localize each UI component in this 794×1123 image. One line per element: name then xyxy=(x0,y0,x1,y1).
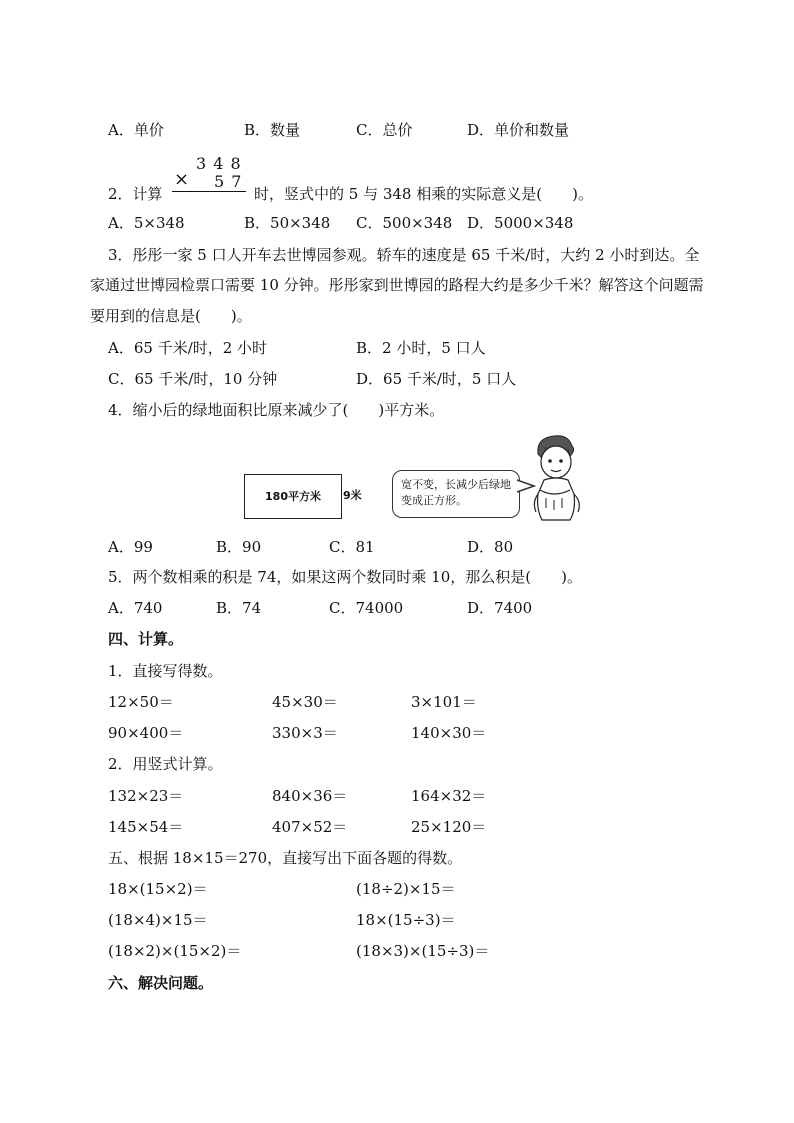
q2-option-d: D．5000×348 xyxy=(467,214,574,232)
direct-calc-item: 3×101＝ xyxy=(411,693,477,711)
q5-option-d: D．7400 xyxy=(467,599,533,617)
q2-option-c: C．500×348 xyxy=(356,214,453,232)
q4-green-area-rect xyxy=(244,474,342,519)
vertical-calc-item: 145×54＝ xyxy=(108,818,184,836)
section5-item: (18÷2)×15＝ xyxy=(356,880,456,898)
q5-stem: 5．两个数相乘的积是 74，如果这两个数同时乘 10，那么积是( )。 xyxy=(108,568,582,586)
q2-bottom-digits: 5 7 xyxy=(214,172,243,191)
q1-option-a: A．单价 xyxy=(108,121,164,139)
section5-title: 五、根据 18×15＝270，直接写出下面各题的得数。 xyxy=(108,849,463,867)
section4-sub2: 2．用竖式计算。 xyxy=(108,755,223,773)
boy-illustration-icon xyxy=(524,432,588,522)
q2-vertical-line xyxy=(172,191,246,192)
q2-top-digits: 3 4 8 xyxy=(196,154,242,173)
q3-line-3: 要用到的信息是( )。 xyxy=(90,307,252,325)
vertical-calc-item: 132×23＝ xyxy=(108,787,184,805)
q2-suffix: 时，竖式中的 5 与 348 相乘的实际意义是( )。 xyxy=(254,185,593,203)
q2-prefix: 2．计算 xyxy=(108,185,163,203)
section4-sub1: 1．直接写得数。 xyxy=(108,662,223,680)
q4-option-a: A．99 xyxy=(108,538,153,556)
section4-title: 四、计算。 xyxy=(108,630,184,648)
q1-option-b: B．数量 xyxy=(244,121,301,139)
section5-item: 18×(15÷3)＝ xyxy=(356,911,456,929)
q1-option-d: D．单价和数量 xyxy=(467,121,570,139)
q4-option-d: D．80 xyxy=(467,538,514,556)
q4-stem: 4．缩小后的绿地面积比原来减少了( )平方米。 xyxy=(108,401,445,419)
direct-calc-item: 330×3＝ xyxy=(272,724,338,742)
section5-item: 18×(15×2)＝ xyxy=(108,880,208,898)
vertical-calc-item: 407×52＝ xyxy=(272,818,348,836)
q2-times-sign: × xyxy=(174,169,190,190)
vertical-calc-item: 164×32＝ xyxy=(411,787,487,805)
q4-speech-bubble xyxy=(392,470,520,518)
q4-option-c: C．81 xyxy=(329,538,375,556)
q5-option-b: B．74 xyxy=(216,599,262,617)
q3-line-2: 家通过世博园检票口需要 10 分钟。彤彤家到世博园的路程大约是多少千米？解答这个问题需 xyxy=(90,276,704,294)
q3-option-a: A．65 千米/时，2 小时 xyxy=(108,339,268,357)
direct-calc-item: 90×400＝ xyxy=(108,724,184,742)
q2-option-a: A．5×348 xyxy=(108,214,185,232)
direct-calc-item: 12×50＝ xyxy=(108,693,174,711)
q3-line-1: 3．彤彤一家 5 口人开车去世博园参观。轿车的速度是 65 千米/时，大约 2 小时到达。全 xyxy=(108,246,700,264)
vertical-calc-item: 25×120＝ xyxy=(411,818,487,836)
q4-option-b: B．90 xyxy=(216,538,262,556)
q3-option-b: B．2 小时，5 口人 xyxy=(356,339,486,357)
direct-calc-item: 140×30＝ xyxy=(411,724,487,742)
section5-item: (18×4)×15＝ xyxy=(108,911,208,929)
q4-side-label: 9米 xyxy=(343,489,362,502)
section5-item: (18×2)×(15×2)＝ xyxy=(108,942,242,960)
q1-option-c: C．总价 xyxy=(356,121,413,139)
q2-option-b: B．50×348 xyxy=(244,214,331,232)
q3-option-c: C．65 千米/时，10 分钟 xyxy=(108,370,278,388)
section6-title: 六、解决问题。 xyxy=(108,974,214,992)
q5-option-a: A．740 xyxy=(108,599,163,617)
q4-bubble-text: 宽不变，长减少后绿地变成正方形。 xyxy=(401,478,511,507)
section5-item: (18×3)×(15÷3)＝ xyxy=(356,942,490,960)
direct-calc-item: 45×30＝ xyxy=(272,693,338,711)
q3-option-d: D．65 千米/时，5 口人 xyxy=(356,370,517,388)
q4-rect-label: 180平方米 xyxy=(265,490,321,503)
vertical-calc-item: 840×36＝ xyxy=(272,787,348,805)
q5-option-c: C．74000 xyxy=(329,599,404,617)
